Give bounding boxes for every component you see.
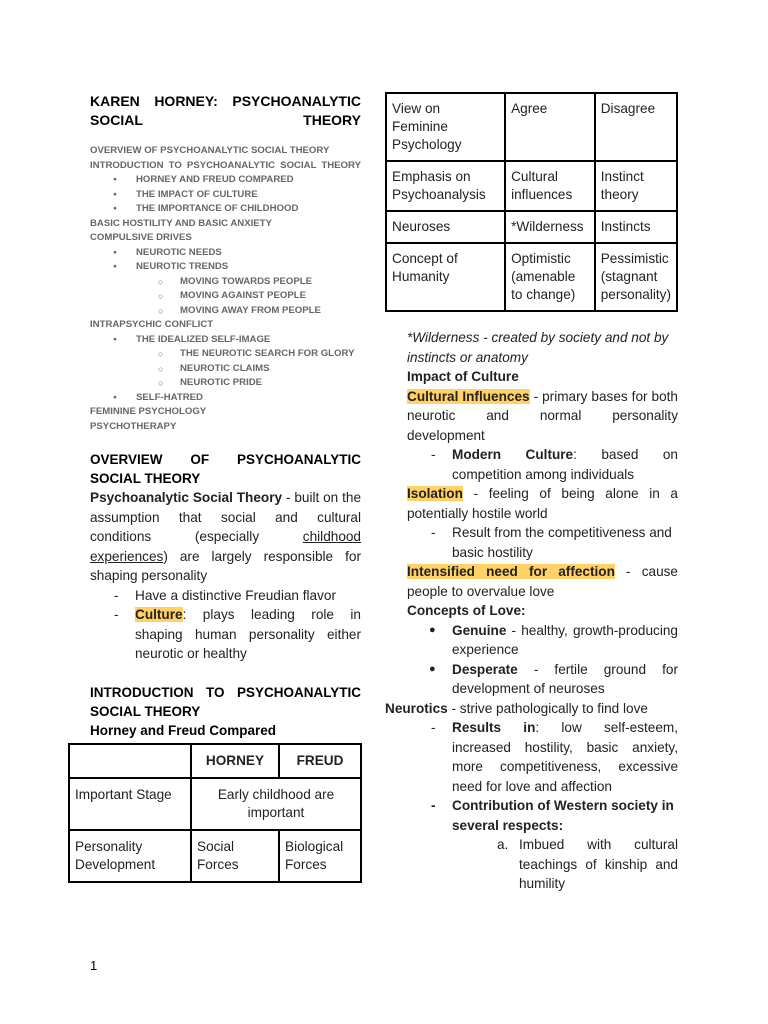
table-cell: *Wilderness	[505, 211, 595, 243]
need-affection-highlight: Intensified need for affection	[407, 564, 615, 579]
need-affection-rest: - cause people to overvalue love	[407, 564, 678, 599]
impact-heading: Impact of Culture	[407, 369, 519, 384]
toc-item-text: ○ THE NEUROTIC SEARCH FOR GLORY	[180, 348, 355, 359]
toc-item-text: ● THE IMPACT OF CULTURE	[136, 188, 258, 200]
contribution-item-a-marker: a.	[497, 837, 509, 852]
modern-culture-bullet	[407, 445, 678, 484]
results-term: Results in	[452, 720, 536, 735]
table-row	[386, 161, 677, 211]
table-cell: Instincts	[595, 211, 677, 243]
neurotics-para	[385, 699, 678, 719]
toc-item	[90, 347, 361, 362]
toc-item	[90, 231, 361, 246]
toc-item	[90, 318, 361, 333]
table-header-horney: HORNEY	[191, 744, 279, 778]
toc-item	[90, 202, 361, 217]
overview-bullet-culture	[90, 605, 361, 664]
modern-culture-term: Modern Culture	[452, 447, 574, 462]
table-cell: Disagree	[595, 93, 677, 161]
table-row	[386, 211, 677, 243]
toc-item-text: COMPULSIVE DRIVES	[90, 232, 192, 243]
toc-item	[90, 246, 361, 261]
toc-item	[90, 376, 361, 391]
toc-item	[90, 405, 361, 420]
toc-item	[90, 188, 361, 203]
feminine-psychology-table	[385, 92, 678, 312]
desperate-rest: - fertile ground for development of neuroses	[452, 661, 678, 696]
cultural-influences-rest: - primary bases for both neurotic and normal personality development	[407, 388, 678, 443]
toc-item	[90, 173, 361, 188]
results-bullet	[407, 718, 678, 796]
table-row	[386, 243, 677, 311]
contribution-bullet: - Contribution of Western society in several respects:	[407, 796, 678, 835]
toc-item-text: ● SELF-HATRED	[136, 391, 203, 403]
toc-item	[90, 333, 361, 348]
isolation-highlight: Isolation	[407, 486, 463, 501]
toc-item-text: ○ NEUROTIC CLAIMS	[180, 362, 270, 374]
overview-definition	[90, 488, 361, 586]
table-cell: Social Forces	[191, 830, 279, 882]
modern-culture-rest: : based on competition among individuals	[452, 447, 678, 482]
toc-item-text: ● NEUROTIC NEEDS	[136, 246, 222, 258]
table-cell: Agree	[505, 93, 595, 161]
intro-heading: INTRODUCTION TO PSYCHOANALYTIC SOCIAL THEORY	[90, 684, 361, 719]
table-header-freud: FREUD	[279, 744, 361, 778]
isolation-sub-bullet: - Result from the competitiveness and basic hostility	[407, 523, 678, 562]
toc-item	[90, 144, 361, 159]
table-row	[69, 744, 361, 778]
genuine-rest: - healthy, growth-producing experience	[452, 622, 678, 657]
neurotics-rest: - strive pathologically to find love	[447, 700, 648, 716]
table-cell: Optimistic (amenable to change)	[505, 243, 595, 311]
document-title-text: KAREN HORNEY: PSYCHOANALYTIC SOCIAL THEORY	[90, 93, 361, 128]
table-cell: View on Feminine Psychology	[386, 93, 505, 161]
table-cell: Neuroses	[386, 211, 505, 243]
concepts-love-heading: Concepts of Love:	[407, 603, 526, 618]
desperate-term: Desperate	[452, 661, 518, 677]
table-cell-empty	[69, 744, 191, 778]
table-cell: Biological Forces	[279, 830, 361, 882]
toc-item-text: ● NEUROTIC TRENDS	[136, 261, 229, 272]
table-cell: Personality Development	[69, 830, 191, 882]
overview-def-a: - built on the assumption that social and cultural conditions (especially	[90, 490, 362, 544]
wilderness-footnote: *Wilderness - created by society and not by instincts or anatomy	[407, 330, 669, 365]
toc-item-text: INTRODUCTION TO PSYCHOANALYTIC SOCIAL THEORY	[90, 159, 361, 171]
table-cell: Cultural influences	[505, 161, 595, 211]
table-cell: Early childhood are important	[191, 778, 361, 830]
toc-item-text: INTRAPSYCHIC CONFLICT	[90, 319, 214, 330]
isolation-rest: - feeling of being alone in a potentially hostile world	[407, 486, 678, 521]
toc-item-text: ● HORNEY AND FREUD COMPARED	[136, 174, 294, 185]
table-cell: Concept of Humanity	[386, 243, 505, 311]
page-number: 1	[90, 958, 98, 973]
table-cell: Important Stage	[69, 778, 191, 830]
intro-subheading: Horney and Freud Compared	[90, 722, 277, 738]
toc-item-text: ● THE IDEALIZED SELF-IMAGE	[136, 333, 271, 345]
toc-item-text: BASIC HOSTILITY AND BASIC ANXIETY	[90, 217, 272, 229]
horney-freud-table	[68, 743, 362, 883]
overview-bullet-flavor: - Have a distinctive Freudian flavor	[90, 586, 361, 606]
toc-item-text: FEMININE PSYCHOLOGY	[90, 406, 207, 417]
results-rest: : low self-esteem, increased hostility, basic anxiety, more competitiveness, excessive need for love and affection	[452, 720, 678, 794]
toc-item-text: ○ MOVING AGAINST PEOPLE	[180, 290, 306, 301]
toc-item	[90, 304, 361, 319]
toc-item	[90, 362, 361, 377]
table-cell: Emphasis on Psychoanalysis	[386, 161, 505, 211]
culture-highlight: Culture	[135, 607, 183, 622]
toc-item-text: ○ MOVING AWAY FROM PEOPLE	[180, 304, 321, 316]
toc-item	[90, 159, 361, 174]
culture-rest: : plays leading role in shaping human personality either neurotic or healthy	[135, 607, 361, 661]
need-affection-para	[407, 562, 678, 601]
cultural-influences-highlight: Cultural Influences	[407, 388, 530, 404]
toc-item-text: OVERVIEW OF PSYCHOANALYTIC SOCIAL THEORY	[90, 145, 330, 156]
toc-item-text: ○ MOVING TOWARDS PEOPLE	[180, 275, 313, 287]
isolation-para	[407, 484, 678, 523]
toc-item	[90, 420, 361, 435]
toc-item	[90, 260, 361, 275]
contribution-item-a	[429, 835, 678, 894]
contribution-item-a-text: Imbued with cultural teachings of kinship and humility	[519, 837, 678, 891]
toc-item-text: ○ NEUROTIC PRIDE	[180, 377, 263, 388]
cultural-influences-para	[407, 387, 678, 446]
overview-def-b: ) are largely responsible for shaping personality	[90, 548, 361, 583]
neurotics-term: Neurotics	[385, 700, 448, 716]
document-title	[90, 92, 361, 130]
table-row	[69, 830, 361, 882]
table-row	[386, 93, 677, 161]
toc-item	[90, 275, 361, 290]
toc-item	[90, 217, 361, 232]
genuine-term: Genuine	[452, 622, 507, 638]
toc-item-text: PSYCHOTHERAPY	[90, 420, 177, 432]
left-column	[75, 92, 362, 883]
toc-item-text: ● THE IMPORTANCE OF CHILDHOOD	[136, 203, 299, 214]
desperate-bullet	[407, 660, 678, 699]
overview-heading: OVERVIEW OF PSYCHOANALYTIC SOCIAL THEORY	[90, 452, 361, 486]
right-column	[385, 92, 678, 894]
table-cell: Pessimistic (stagnant personality)	[595, 243, 677, 311]
toc-item	[90, 391, 361, 406]
table-of-contents	[90, 144, 361, 434]
right-body	[385, 367, 678, 894]
overview-def-underline: childhood experiences	[90, 529, 361, 564]
genuine-bullet	[407, 621, 678, 660]
toc-item	[90, 289, 361, 304]
overview-term: Psychoanalytic Social Theory	[90, 490, 283, 505]
table-row	[69, 778, 361, 830]
table-cell: Instinct theory	[595, 161, 677, 211]
